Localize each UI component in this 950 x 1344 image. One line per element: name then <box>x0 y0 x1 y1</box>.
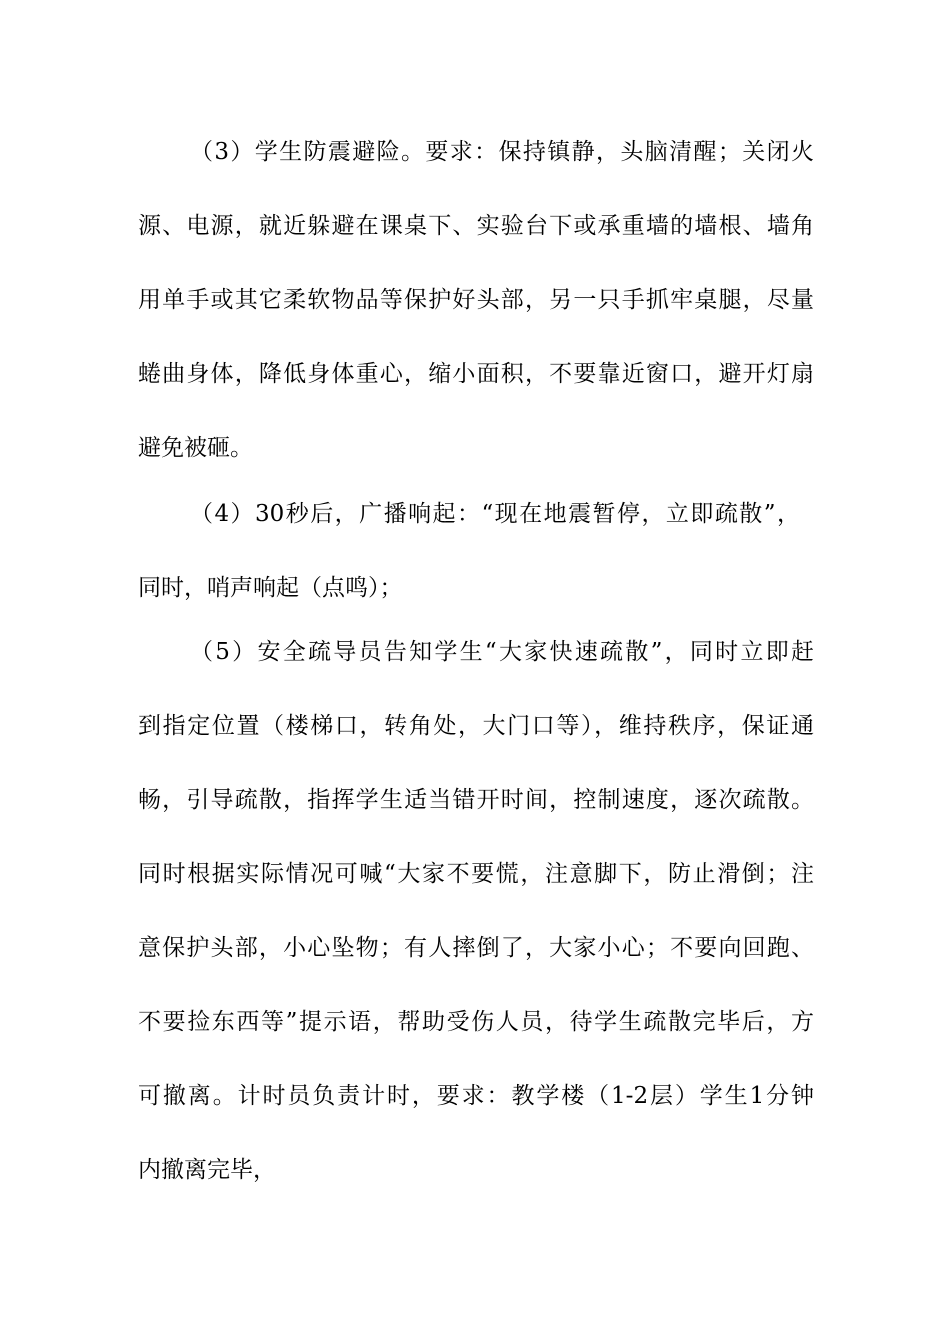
paragraph-line: 同时根据实际情况可喊“大家不要慌，注意脚下，防止滑倒；注 <box>138 861 814 887</box>
paragraph-line: 内撤离完毕， <box>138 1157 276 1183</box>
paragraph-line: 蜷曲身体，降低身体重心，缩小面积，不要靠近窗口，避开灯扇 <box>138 361 814 387</box>
paragraph-line: 到指定位置（楼梯口，转角处，大门口等），维持秩序，保证通 <box>138 713 814 739</box>
paragraph-line: （5）安全疏导员告知学生“大家快速疏散”，同时立即赶 <box>190 639 814 665</box>
paragraph-line: （4）30秒后，广播响起：“现在地震暂停，立即疏散”， <box>190 501 800 527</box>
paragraph-line: （3）学生防震避险。要求：保持镇静，头脑清醒；关闭火 <box>190 139 814 165</box>
paragraph-line: 源、电源，就近躲避在课桌下、实验台下或承重墙的墙根、墙角 <box>138 213 814 239</box>
paragraph-line: 可撤离。计时员负责计时，要求：教学楼（1-2层）学生1分钟 <box>138 1083 814 1109</box>
paragraph-line: 用单手或其它柔软物品等保护好头部，另一只手抓牢桌腿，尽量 <box>138 287 814 313</box>
paragraph-line: 避免被砸。 <box>138 435 253 461</box>
paragraph-line: 意保护头部，小心坠物；有人摔倒了，大家小心；不要向回跑、 <box>138 935 814 961</box>
paragraph-line: 畅，引导疏散，指挥学生适当错开时间，控制速度，逐次疏散。 <box>138 787 814 813</box>
paragraph-line: 不要捡东西等”提示语，帮助受伤人员，待学生疏散完毕后，方 <box>138 1009 814 1035</box>
paragraph-line: 同时，哨声响起（点鸣）； <box>138 575 403 601</box>
